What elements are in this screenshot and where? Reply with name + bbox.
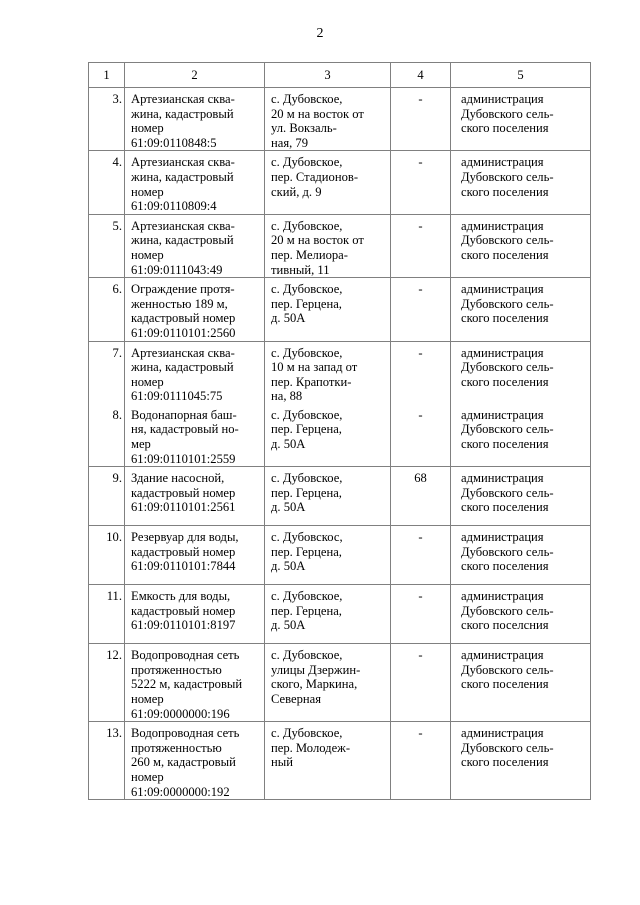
owner-cell xyxy=(451,722,591,800)
row-number-cell: 6. xyxy=(89,278,125,341)
address-line: с. Дубовское, xyxy=(271,589,343,604)
owner-line: администрация xyxy=(461,155,544,170)
object-name-line: кадастровый номер xyxy=(131,603,236,618)
table-row xyxy=(89,341,591,404)
table-row xyxy=(89,467,591,526)
address-line: 20 м на восток от xyxy=(271,106,364,121)
address-line: пер. Герцена, xyxy=(271,544,342,559)
row-number-cell: 11. xyxy=(89,585,125,644)
area-cell: - xyxy=(391,644,451,722)
object-name-cell xyxy=(125,722,265,800)
object-name-line: жина, кадастровый xyxy=(131,233,234,248)
header-col-5: 5 xyxy=(451,63,591,88)
object-name-cell xyxy=(125,278,265,341)
address-line: с. Дубовское, xyxy=(271,92,343,106)
table-row xyxy=(89,151,591,214)
owner-line: ского поселения xyxy=(461,437,549,452)
owner-cell xyxy=(451,151,591,214)
object-name-line: 61:09:0110101:8197 xyxy=(131,618,236,633)
address-line: пер. Герцена, xyxy=(271,422,342,437)
address-line: пер. Молодеж- xyxy=(271,740,351,755)
object-name-line: Артезианская сква- xyxy=(131,345,235,360)
owner-line: Дубовского сель- xyxy=(461,169,554,184)
table-row xyxy=(89,644,591,722)
owner-line: Дубовского сель- xyxy=(461,233,554,248)
object-name-line: 61:09:0110101:2559 xyxy=(131,451,236,466)
owner-cell xyxy=(451,526,591,585)
table-row xyxy=(89,526,591,585)
owner-line: администрация xyxy=(461,530,544,545)
address-line: д. 50А xyxy=(271,437,306,452)
object-name-line: женностью 189 м, xyxy=(131,296,228,311)
owner-line: Дубовского сель- xyxy=(461,485,554,500)
object-name-line: Артезианская сква- xyxy=(131,218,235,233)
object-name-line: Водопроводная сеть xyxy=(131,726,240,741)
row-number-cell: 7. xyxy=(89,341,125,404)
address-line: пер. Стадионов- xyxy=(271,169,359,184)
object-name-line: номер xyxy=(131,184,164,199)
owner-line: администрация xyxy=(461,589,544,604)
owner-line: ского поселения xyxy=(461,677,549,692)
address-line: с. Дубовскос, xyxy=(271,530,343,545)
object-name-cell xyxy=(125,585,265,644)
address-line: пер. Герцена, xyxy=(271,485,342,500)
property-table xyxy=(88,62,591,800)
object-name-line: номер xyxy=(131,770,164,784)
object-name-line: 61:09:0110101:2561 xyxy=(131,500,236,515)
table-row xyxy=(89,404,591,467)
owner-line: Дубовского сель- xyxy=(461,106,554,121)
address-line: ный xyxy=(271,755,293,770)
object-name-line: жина, кадастровый xyxy=(131,169,234,184)
address-line: 10 м на запад от xyxy=(271,360,358,375)
object-name-line: 61:09:0110101:7844 xyxy=(131,559,236,574)
object-name-line: 61:09:0111043:49 xyxy=(131,262,223,277)
object-name-cell xyxy=(125,88,265,151)
address-line: д. 50А xyxy=(271,500,306,515)
object-name-line: протяженностью xyxy=(131,740,222,755)
address-line: с. Дубовское, xyxy=(271,218,343,233)
row-number-cell: 13. xyxy=(89,722,125,800)
object-name-line: номер xyxy=(131,121,164,136)
row-number-cell: 10. xyxy=(89,526,125,585)
owner-line: администрация xyxy=(461,471,544,486)
object-name-line: Водонапорная баш- xyxy=(131,407,237,422)
address-cell xyxy=(265,467,391,526)
area-cell: - xyxy=(391,585,451,644)
address-line: Северная xyxy=(271,692,322,707)
area-cell: - xyxy=(391,722,451,800)
address-cell xyxy=(265,151,391,214)
address-line: пер. Крапотки- xyxy=(271,374,352,389)
owner-line: Дубовского сель- xyxy=(461,296,554,311)
owner-line: ского поселсния xyxy=(461,618,549,633)
owner-line: Дубовского сель- xyxy=(461,422,554,437)
area-cell: - xyxy=(391,404,451,467)
object-name-line: Емкость для воды, xyxy=(131,589,231,604)
object-name-line: протяженностью xyxy=(131,662,222,677)
owner-line: администрация xyxy=(461,218,544,233)
object-name-line: Резервуар для воды, xyxy=(131,530,239,545)
row-number-cell: 5. xyxy=(89,214,125,277)
object-name-line: 5222 м, кадастровый xyxy=(131,677,243,692)
owner-line: ского поселения xyxy=(461,247,549,262)
address-line: тивный, 11 xyxy=(271,262,330,277)
address-cell xyxy=(265,278,391,341)
address-line: с. Дубовское, xyxy=(271,407,343,422)
header-col-4: 4 xyxy=(391,63,451,88)
address-line: с. Дубовское, xyxy=(271,282,343,297)
area-cell: - xyxy=(391,341,451,404)
object-name-line: Артезианская сква- xyxy=(131,155,235,170)
area-cell: - xyxy=(391,278,451,341)
object-name-line: номер xyxy=(131,247,164,262)
owner-cell xyxy=(451,467,591,526)
address-line: ского, Маркина, xyxy=(271,677,358,692)
object-name-line: кадастровый номер xyxy=(131,544,236,559)
header-col-1: 1 xyxy=(89,63,125,88)
table-row xyxy=(89,278,591,341)
table-row xyxy=(89,722,591,800)
owner-line: ского поселения xyxy=(461,374,549,389)
address-line: пер. Герцена, xyxy=(271,603,342,618)
owner-cell xyxy=(451,214,591,277)
owner-line: ского поселения xyxy=(461,311,549,326)
row-number-cell: 3. xyxy=(89,88,125,151)
address-cell xyxy=(265,722,391,800)
owner-cell xyxy=(451,278,591,341)
owner-line: Дубовского сель- xyxy=(461,662,554,677)
address-line: ул. Вокзаль- xyxy=(271,121,337,136)
address-line: на, 88 xyxy=(271,389,303,404)
address-cell xyxy=(265,526,391,585)
owner-line: администрация xyxy=(461,282,544,297)
owner-line: администрация xyxy=(461,407,544,422)
row-number-cell: 12. xyxy=(89,644,125,722)
owner-line: ского поселения xyxy=(461,500,549,515)
owner-cell xyxy=(451,644,591,722)
owner-line: ского поселения xyxy=(461,755,549,770)
object-name-cell xyxy=(125,526,265,585)
owner-line: администрация xyxy=(461,345,544,360)
address-line: с. Дубовское, xyxy=(271,345,343,360)
object-name-cell xyxy=(125,404,265,467)
object-name-line: 260 м, кадастровый xyxy=(131,755,236,770)
object-name-cell xyxy=(125,151,265,214)
area-cell: - xyxy=(391,88,451,151)
header-col-3: 3 xyxy=(265,63,391,88)
owner-line: Дубовского сель- xyxy=(461,544,554,559)
owner-line: Дубовского сель- xyxy=(461,603,554,618)
address-line: с. Дубовское, xyxy=(271,726,343,741)
object-name-line: Водопроводная сеть xyxy=(131,648,240,663)
address-cell xyxy=(265,404,391,467)
table-row xyxy=(89,214,591,277)
owner-line: ского поселения xyxy=(461,121,549,136)
owner-line: ского поселения xyxy=(461,559,549,574)
object-name-line: 61:09:0000000:192 xyxy=(131,784,230,799)
address-line: ский, д. 9 xyxy=(271,184,322,199)
address-line: д. 50А xyxy=(271,618,306,633)
object-name-line: 61:09:0110848:5 xyxy=(131,135,217,150)
address-line: с. Дубовское, xyxy=(271,155,343,170)
object-name-line: 61:09:0110809:4 xyxy=(131,199,217,214)
object-name-line: Здание насосной, xyxy=(131,471,225,486)
object-name-cell xyxy=(125,644,265,722)
object-name-cell xyxy=(125,214,265,277)
area-cell: 68 xyxy=(391,467,451,526)
address-line: с. Дубовское, xyxy=(271,648,343,663)
address-cell xyxy=(265,644,391,722)
address-line: ная, 79 xyxy=(271,135,309,150)
address-line: д. 50А xyxy=(271,311,306,326)
object-name-line: мер xyxy=(131,437,151,452)
address-line: с. Дубовское, xyxy=(271,471,343,486)
owner-line: администрация xyxy=(461,726,544,741)
object-name-line: Ограждение протя- xyxy=(131,282,235,297)
owner-line: администрация xyxy=(461,92,544,106)
address-cell xyxy=(265,214,391,277)
object-name-line: 61:09:0111045:75 xyxy=(131,389,223,404)
owner-line: Дубовского сель- xyxy=(461,740,554,755)
address-cell xyxy=(265,585,391,644)
owner-cell xyxy=(451,404,591,467)
table-body xyxy=(89,88,591,800)
address-line: пер. Герцена, xyxy=(271,296,342,311)
object-name-line: жина, кадастровый xyxy=(131,106,234,121)
owner-cell xyxy=(451,585,591,644)
object-name-line: 61:09:0000000:196 xyxy=(131,706,230,721)
address-line: д. 50А xyxy=(271,559,306,574)
address-cell xyxy=(265,341,391,404)
area-cell: - xyxy=(391,526,451,585)
object-name-cell xyxy=(125,467,265,526)
row-number-cell: 9. xyxy=(89,467,125,526)
object-name-line: номер xyxy=(131,374,164,389)
object-name-line: кадастровый номер xyxy=(131,311,236,326)
header-col-2: 2 xyxy=(125,63,265,88)
object-name-line: Артезианская сква- xyxy=(131,92,235,106)
page-number: 2 xyxy=(316,26,324,41)
object-name-line: 61:09:0110101:2560 xyxy=(131,325,236,340)
address-line: улицы Дзержин- xyxy=(271,662,361,677)
address-line: 20 м на восток от xyxy=(271,233,364,248)
owner-line: администрация xyxy=(461,648,544,663)
owner-cell xyxy=(451,88,591,151)
object-name-line: кадастровый номер xyxy=(131,485,236,500)
object-name-line: ня, кадастровый но- xyxy=(131,422,239,437)
area-cell: - xyxy=(391,151,451,214)
header-row xyxy=(89,63,591,88)
table-row xyxy=(89,585,591,644)
object-name-line: номер xyxy=(131,692,164,707)
address-cell xyxy=(265,88,391,151)
address-line: пер. Мелиора- xyxy=(271,247,348,262)
owner-cell xyxy=(451,341,591,404)
object-name-line: жина, кадастровый xyxy=(131,360,234,375)
row-number-cell: 8. xyxy=(89,404,125,467)
owner-line: Дубовского сель- xyxy=(461,360,554,375)
row-number-cell: 4. xyxy=(89,151,125,214)
table-row xyxy=(89,88,591,151)
area-cell: - xyxy=(391,214,451,277)
object-name-cell xyxy=(125,341,265,404)
owner-line: ского поселения xyxy=(461,184,549,199)
